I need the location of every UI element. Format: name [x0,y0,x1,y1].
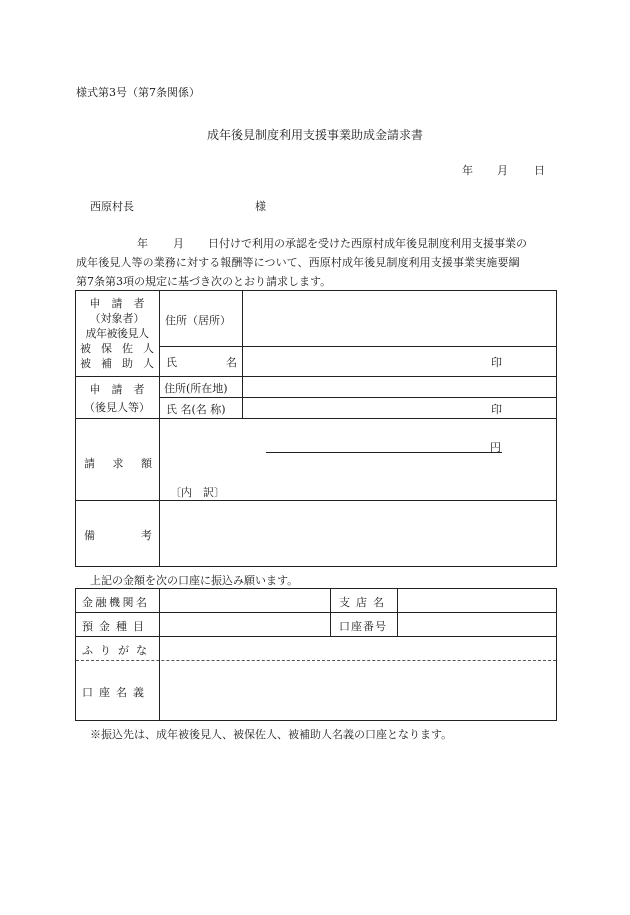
applicant-name-label-2: 名 [226,356,237,369]
guardian-address-field[interactable] [243,377,555,396]
claim-amount-label [84,455,152,471]
guardian-name-field[interactable] [243,398,555,417]
account-holder-label: 口座名義 [82,686,150,699]
rule [330,589,331,636]
yen-mark: 円 [490,441,501,454]
institution-label: 金融機関名 [82,596,150,609]
remarks-label [84,527,152,543]
transfer-note: 上記の金額を次の口座に振込み願います。 [90,574,299,587]
furigana-field[interactable] [160,637,555,659]
footnote: ※振込先は、成年被後見人、被保佐人、被補助人名義の口座となります。 [90,728,453,741]
intro-year: 年 [137,237,148,250]
deposit-type-label: 預金種目 [82,620,150,633]
intro-month: 月 [173,237,184,250]
rule [76,418,556,419]
breakdown-label: 〔内 訳〕 [170,486,225,499]
date-year-label: 年 [462,164,473,177]
claim-label-char: 請 [84,457,95,470]
remarks-field[interactable] [160,501,555,565]
addressee: 西原村長 [90,200,134,213]
form-number: 様式第3号（第7条関係） [76,86,200,99]
claim-label-char: 額 [141,457,152,470]
branch-label: 支店名 [339,596,390,609]
branch-field[interactable] [398,589,555,611]
applicant-label-line: （対象者） [89,312,145,325]
guardian-name-label: 氏 名(名 称) [166,403,226,416]
applicant-label-line: 被保佐人 [80,342,154,355]
honorific: 様 [255,200,266,213]
furigana-label: ふりがな [82,644,154,657]
date-day-label: 日 [534,164,545,177]
account-number-label: 口座番号 [339,620,387,633]
account-holder-field[interactable] [160,661,555,719]
institution-field[interactable] [160,589,329,611]
remarks-label-char: 考 [141,529,152,542]
claim-amount-field[interactable] [266,434,502,453]
document-title: 成年後見制度利用支援事業助成金請求書 [207,128,424,142]
applicant-label-line: 申 請 者 [89,297,145,310]
guardian-seal-mark: 印 [491,403,502,416]
claim-label-char: 求 [112,457,124,470]
applicant-address-field[interactable] [243,292,555,345]
applicant-name-field[interactable] [243,347,555,375]
intro-line3: 第7条第3項の規定に基づき次のとおり請求します。 [76,275,332,288]
date-month-label: 月 [497,164,508,177]
applicant-address-label: 住所（居所） [165,314,231,327]
applicant-label [80,296,154,371]
remarks-label-char: 備 [84,529,95,542]
applicant-name-label-1: 氏 [166,356,177,369]
guardian-address-label: 住所(所在地) [164,382,228,395]
applicant-seal-mark: 印 [491,356,502,369]
applicant-label-line: 被補助人 [80,357,154,370]
guardian-label-line2: （後見人等） [84,401,150,414]
deposit-type-field[interactable] [160,613,329,635]
account-number-field[interactable] [398,613,555,635]
intro-line1: 日付けで利用の承認を受けた西原村成年後見制度利用支援事業の [208,237,527,250]
intro-line2: 成年後見人等の業務に対する報酬等について、西原村成年後見制度利用支援事業実施要綱 [76,256,520,269]
applicant-label-line: 成年被後見人 [85,327,149,340]
guardian-label-line1: 申 請 者 [89,383,145,396]
